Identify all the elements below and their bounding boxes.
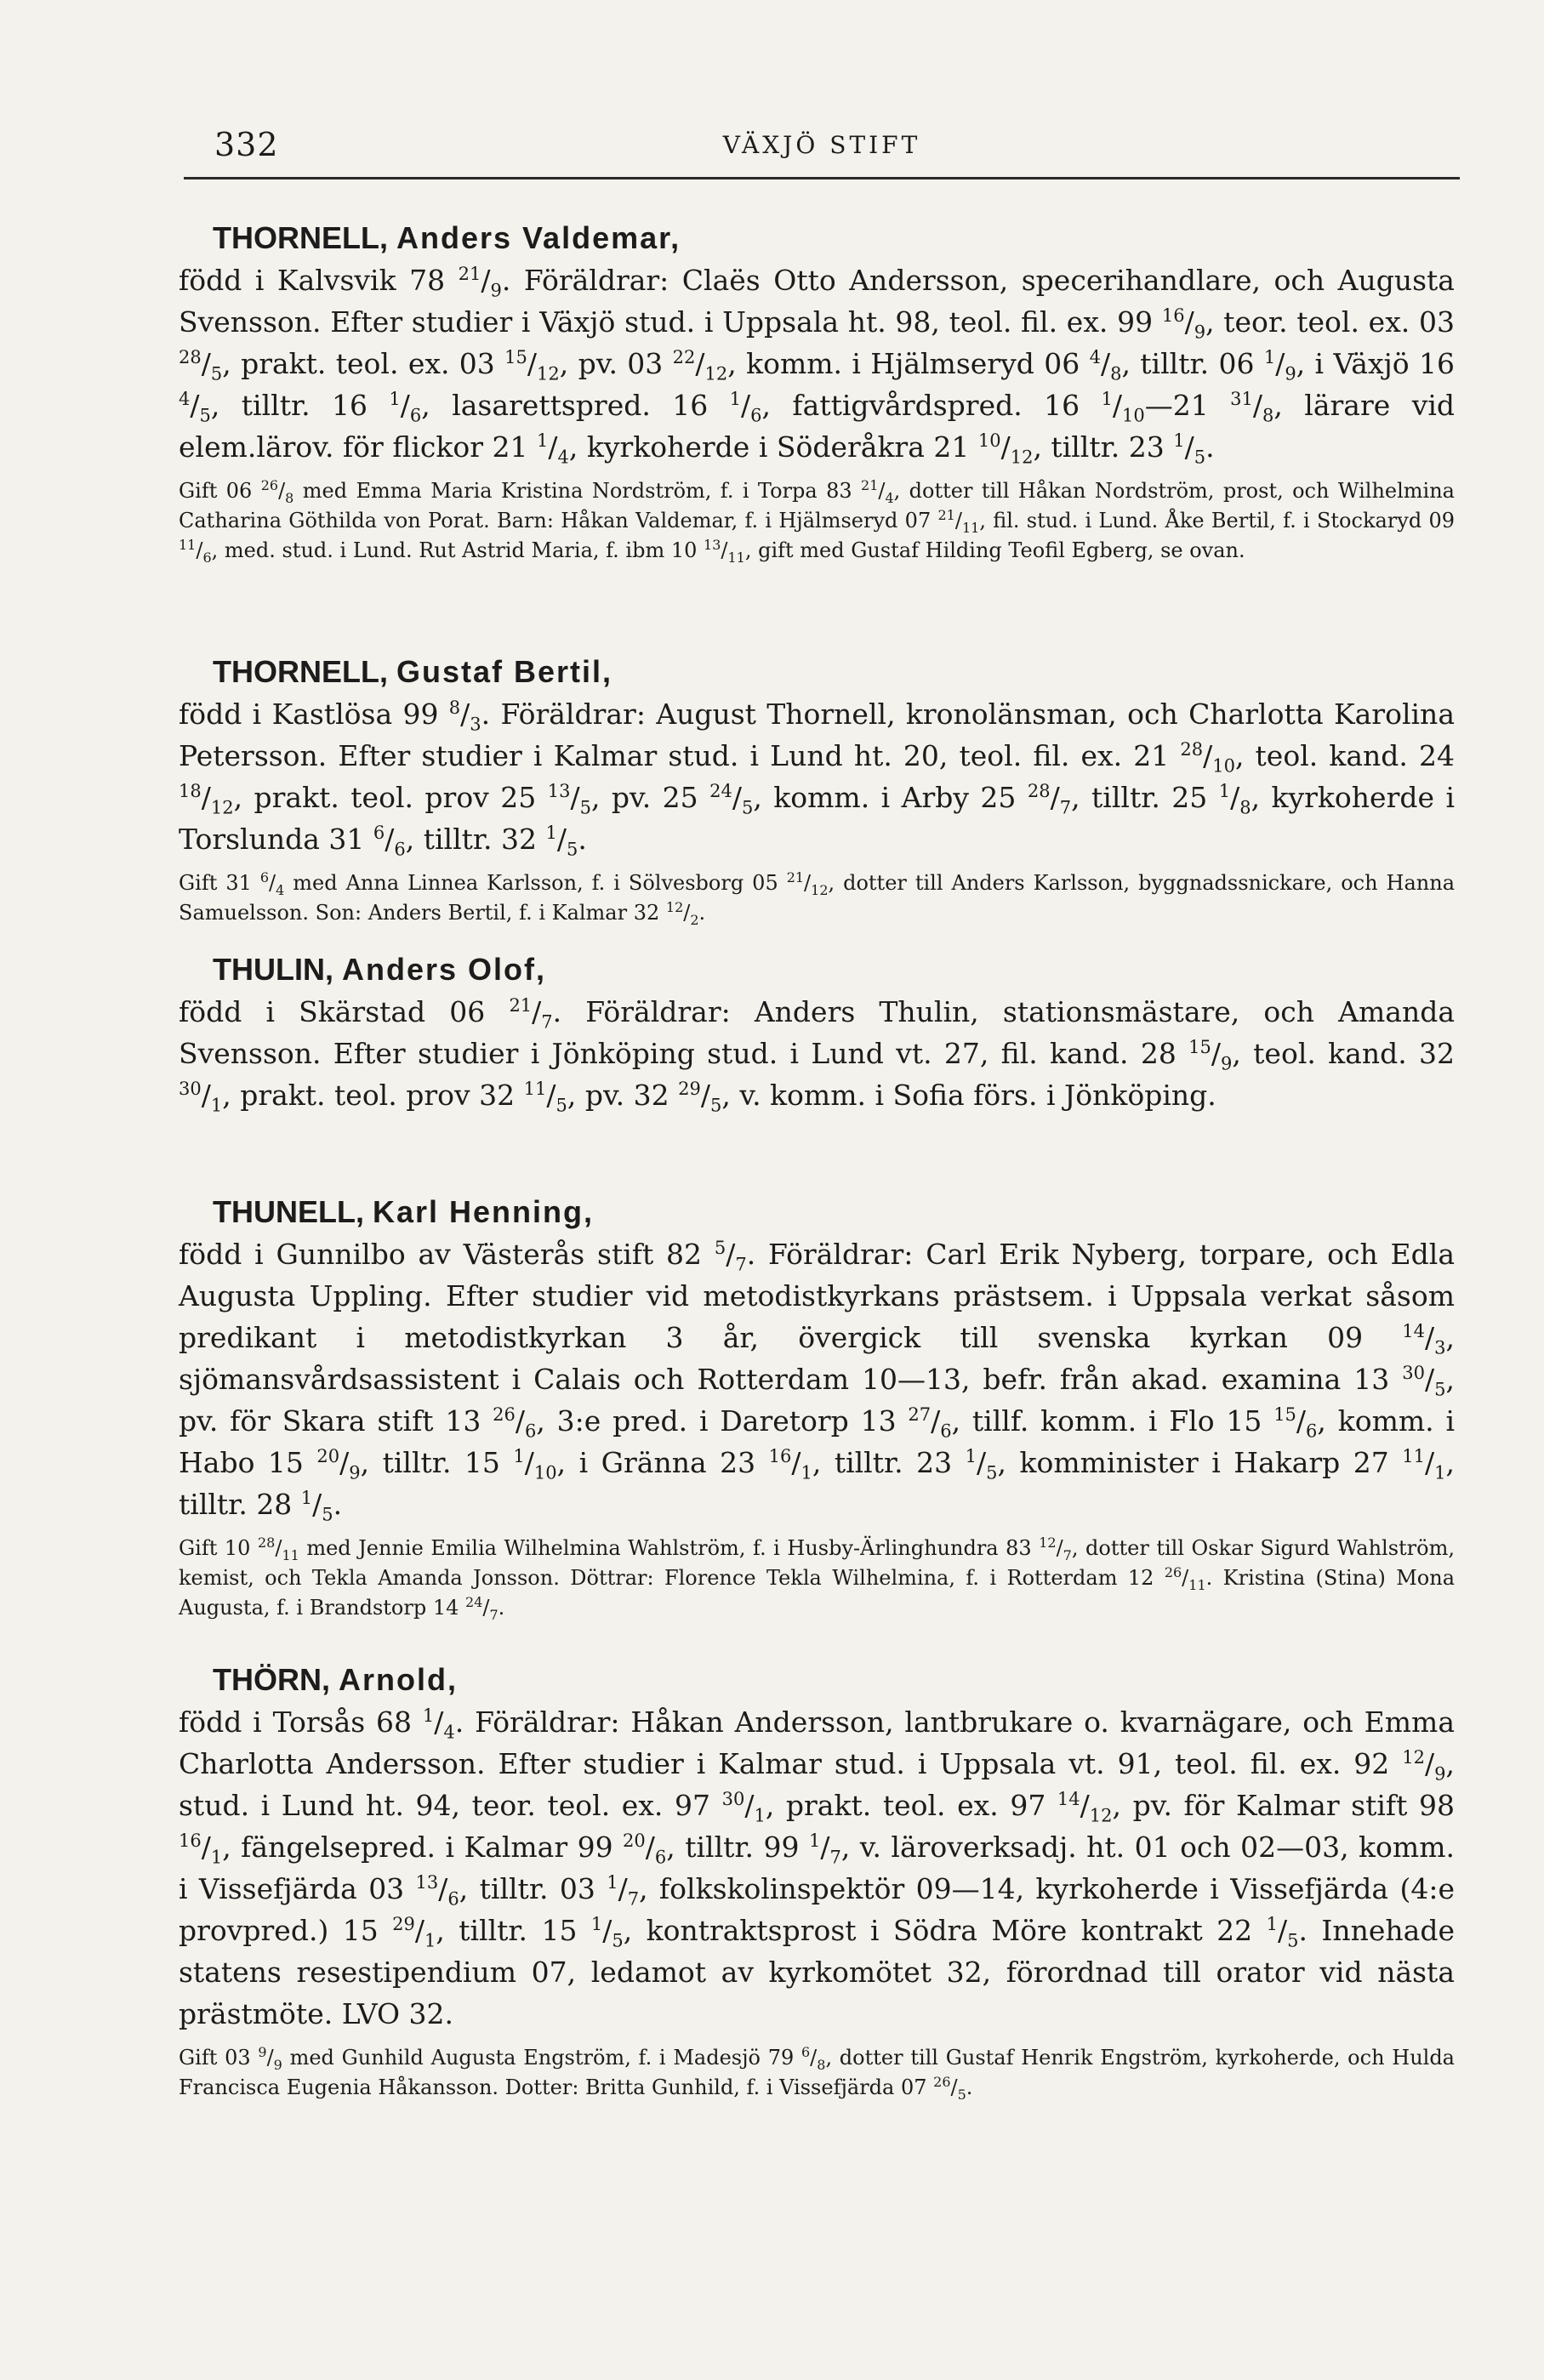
biography-entry: [179, 651, 1455, 928]
entry-given-names: Arnold,: [339, 1662, 458, 1697]
entry-family: Gift 31 $^6/_4$ med Anna Linnea Karlsson, f. i Sölvesborg 05 $^{21}/_{12}$, dotter till Anders Karlsson, byggnadssnickare, och Hanna Samuelsson. Son: Anders Bertil, f. i Kalmar 32 $^{12}/_2$.: [179, 869, 1456, 928]
entry-biography: född i Gunnilbo av Västerås stift 82 $^5/_7$. Föräldrar: Carl Erik Nyberg, torpare, och Edla Augusta Uppling. Efter studier vid metodistkyrkans prästsem. i Uppsala verkat såsom predikant i metodistkyrkan 3 år, övergick till svenska kyrkan 09 $^{14}/_3$, sjömansvårdsassistent i Calais och Rotterdam 10—13, befr. från akad. examina 13 $^{30}/_5$, pv. för Skara stift 13 $^{26}/_6$, 3:e pred. i Daretorp 13 $^{27}/_6$, tillf. komm. i Flo 15 $^{15}/_6$, komm. i Habo 15 $^{20}/_9$, tilltr. 15 $^1/_{10}$, i Gränna 23 $^{16}/_1$, tilltr. 23 $^1/_5$, komminister i Hakarp 27 $^{11}/_1$, tilltr. 28 $^1/_5$.: [179, 1238, 1456, 1525]
entry-given-names: Anders Olof,: [342, 952, 547, 987]
entry-family: Gift 03 $^9/_9$ med Gunhild Augusta Engström, f. i Madesjö 79 $^6/_8$, dotter till Gustaf Henrik Engström, kyrkoherde, och Hulda Francisca Eugenia Håkansson. Dotter: Britta Gunhild, f. i Vissefjärda 07 $^{26}/_5$.: [179, 2044, 1455, 2103]
running-head: VÄXJÖ STIFT: [722, 131, 921, 159]
entry-given-names: Anders Valdemar,: [396, 220, 681, 255]
entry-biography: född i Kastlösa 99 $^8/_3$. Föräldrar: August Thornell, kronolänsman, och Charlotta Karolina Petersson. Efter studier i Kalmar stud. i Lund ht. 20, teol. fil. ex. 21 $^{28}/_{10}$, teol. kand. 24 $^{18}/_{12}$, prakt. teol. prov 25 $^{13}/_5$, pv. 25 $^{24}/_5$, komm. i Arby 25 $^{28}/_7$, tilltr. 25 $^1/_8$, kyrkoherde i Torslunda 31 $^6/_6$, tilltr. 32 $^1/_5$.: [179, 697, 1456, 860]
entry-given-names: Karl Henning,: [373, 1194, 595, 1229]
biography-entry: [179, 948, 1455, 1116]
biography-entry: [179, 217, 1455, 566]
entry-name: [213, 1659, 1455, 1701]
entry-given-names: Gustaf Bertil,: [396, 654, 613, 689]
entry-surname: THÖRN,: [213, 1662, 330, 1697]
biography-entry: [179, 1191, 1455, 1623]
entry-name: [213, 651, 1455, 693]
entry-surname: THULIN,: [213, 952, 333, 987]
page-header: [184, 126, 1460, 179]
page-number: 332: [214, 126, 279, 163]
entry-name: [213, 1191, 1455, 1233]
biography-entry: [179, 1659, 1455, 2103]
entry-biography: född i Kalvsvik 78 $^{21}/_9$. Föräldrar: Claës Otto Andersson, specerihandlare, och Augusta Svensson. Efter studier i Växjö stud. i Uppsala ht. 98, teol. fil. ex. 99 $^{16}/_9$, teor. teol. ex. 03 $^{28}/_5$, prakt. teol. ex. 03 $^{15}/_{12}$, pv. 03 $^{22}/_{12}$, komm. i Hjälmseryd 06 $^4/_8$, tilltr. 06 $^1/_9$, i Växjö 16 $^4/_5$, tilltr. 16 $^1/_6$, lasarettspred. 16 $^1/_6$, fattigvårdspred. 16 $^1/_{10}—21$ $^{31}/_8$, lärare vid elem.lärov. för flickor 21 $^1/_4$, kyrkoherde i Söderåkra 21 $^{10}/_{12}$, tilltr. 23 $^1/_5$.: [179, 264, 1456, 468]
entry-family: Gift 10 $^{28}/_{11}$ med Jennie Emilia Wilhelmina Wahlström, f. i Husby-Ärlinghundra 83 $^{12}/_7$, dotter till Oskar Sigurd Wahlström, kemist, och Tekla Amanda Jonsson. Döttrar: Florence Tekla Wilhelmina, f. i Rotterdam 12 $^{26}/_{11}$. Kristina (Stina) Mona Augusta, f. i Brandstorp 14 $^{24}/_7$.: [179, 1534, 1455, 1623]
entry-name: [213, 948, 1455, 991]
entry-family: Gift 06 $^{26}/_8$ med Emma Maria Kristina Nordström, f. i Torpa 83 $^{21}/_4$, dotter till Håkan Nordström, prost, och Wilhelmina Catharina Göthilda von Porat. Barn: Håkan Valdemar, f. i Hjälmseryd 07 $^{21}/_{11}$, fil. stud. i Lund. Åke Bertil, f. i Stockaryd 09 $^{11}/_6$, med. stud. i Lund. Rut Astrid Maria, f. ibm 10 $^{13}/_{11}$, gift med Gustaf Hilding Teofil Egberg, se ovan.: [179, 477, 1456, 566]
entry-biography: född i Torsås 68 $^1/_4$. Föräldrar: Håkan Andersson, lantbrukare o. kvarnägare, och Emma Charlotta Andersson. Efter studier i Kalmar stud. i Uppsala vt. 91, teol. fil. ex. 92 $^{12}/_9$, stud. i Lund ht. 94, teor. teol. ex. 97 $^{30}/_1$, prakt. teol. ex. 97 $^{14}/_{12}$, pv. för Kalmar stift 98 $^{16}/_1$, fängelsepred. i Kalmar 99 $^{20}/_6$, tilltr. 99 $^1/_7$, v. läroverksadj. ht. 01 och 02—03, komm. i Vissefjärda 03 $^{13}/_6$, tilltr. 03 $^1/_7$, folkskolinspektör 09—14, kyrkoherde i Vissefjärda (4:e provpred.) 15 $^{29}/_1$, tilltr. 15 $^1/_5$, kontraktsprost i Södra Möre kontrakt 22 $^1/_5$. Innehade statens resestipendium 07, ledamot av kyrkomötet 32, förordnad till orator vid nästa prästmöte. LVO 32.: [179, 1705, 1455, 2030]
entry-biography: född i Skärstad 06 $^{21}/_7$. Föräldrar: Anders Thulin, stationsmästare, och Amanda Svensson. Efter studier i Jönköping stud. i Lund vt. 27, fil. kand. 28 $^{15}/_9$, teol. kand. 32 $^{30}/_1$, prakt. teol. prov 32 $^{11}/_5$, pv. 32 $^{29}/_5$, v. komm. i Sofia förs. i Jönköping.: [179, 995, 1455, 1116]
entry-name: [213, 217, 1455, 259]
entry-surname: THORNELL,: [213, 654, 388, 689]
entry-surname: THUNELL,: [213, 1194, 364, 1229]
entry-surname: THORNELL,: [213, 220, 388, 255]
